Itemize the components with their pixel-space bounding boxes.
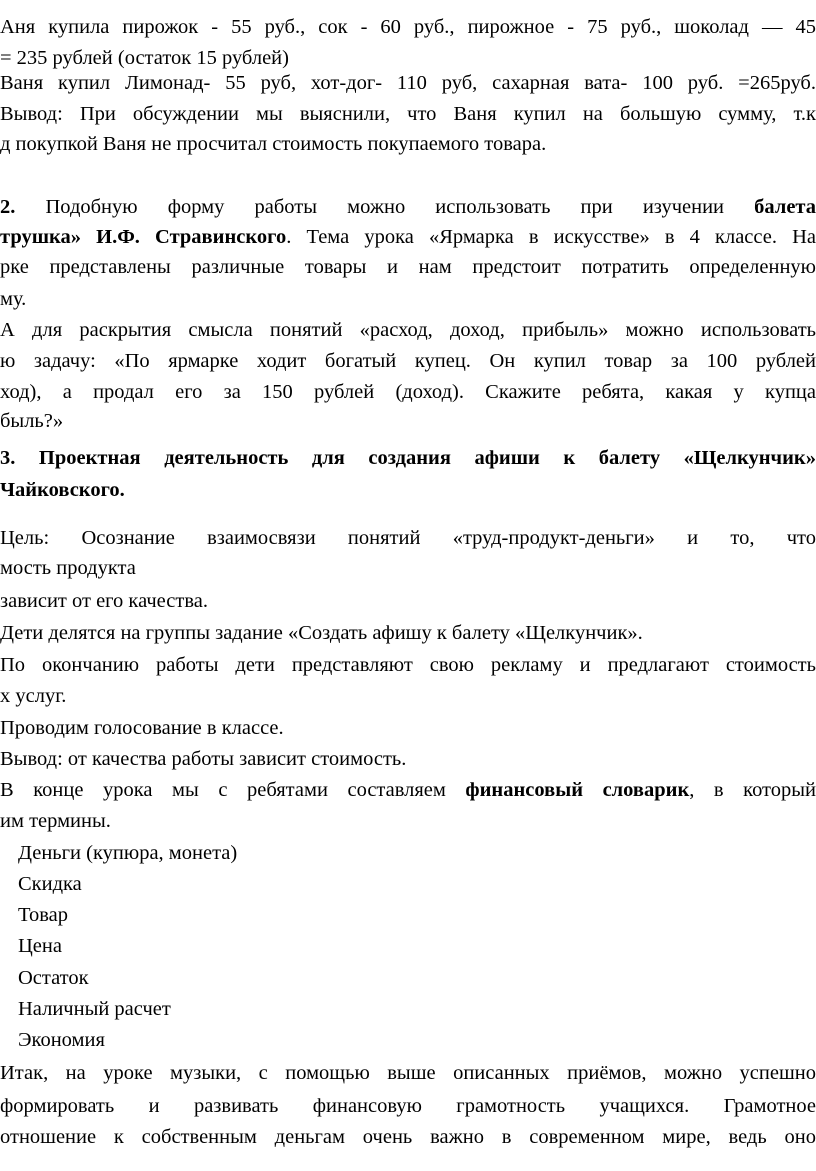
text-line: формировать и развивать финансовую грамотность учащихся. Грамотное: [0, 1095, 816, 1117]
section-number: 2.: [0, 196, 16, 218]
text-line: Проводим голосование в классе.: [0, 717, 284, 739]
heading-text: 3. Проектная деятельность для создания афиши к балету «Щелкунчик»: [0, 447, 816, 469]
list-item-label: Цена: [18, 935, 62, 957]
list-item-label: Экономия: [18, 1029, 105, 1051]
list-item: [0, 871, 816, 897]
text-line: [0, 224, 816, 250]
text-line: ход), а продал его за 150 рублей (доход). Скажите ребята, какая у купца: [0, 381, 816, 403]
list-item: [0, 840, 816, 866]
text-span: . Тема урока «Ярмарка в искусстве» в 4 классе. На: [286, 226, 816, 248]
text-line: зависит от его качества.: [0, 590, 208, 612]
text-line: [0, 777, 816, 803]
text-line: рке представлены различные товары и нам предстоит потратить определенную: [0, 256, 816, 278]
text-span: В конце урока мы с ребятами составляем: [0, 779, 466, 801]
list-item-label: Деньги (купюра, монета): [18, 842, 238, 864]
list-item-label: Наличный расчет: [18, 998, 171, 1020]
text-line: ю задачу: «По ярмарке ходит богатый купец. Он купил товар за 100 рублей: [0, 350, 816, 372]
text-span: Подобную форму работы можно использовать при изучении: [15, 196, 755, 218]
bold-term: трушка» И.Ф. Стравинского: [0, 226, 287, 248]
text-line: х услуг.: [0, 685, 67, 707]
text-span: , в который: [689, 779, 816, 801]
text-line: Цель: Осознание взаимосвязи понятий «труд-продукт-деньги» и то, что: [0, 527, 816, 549]
text-line: Ваня купил Лимонад- 55 руб, хот-дог- 110 руб, сахарная вата- 100 руб. =265руб.: [0, 72, 816, 94]
list-item: [0, 902, 816, 928]
text-line: отношение к собственным деньгам очень важно в современном мире, ведь оно: [0, 1126, 816, 1148]
bold-term: финансовый словарик: [465, 779, 690, 801]
text-line: [0, 194, 816, 220]
text-line: му.: [0, 288, 27, 310]
list-item: [0, 965, 816, 991]
list-item-label: Товар: [18, 904, 68, 926]
text-line: = 235 рублей (остаток 15 рублей): [0, 47, 289, 69]
bold-term: балета: [754, 196, 816, 218]
text-line: быль?»: [0, 410, 64, 432]
list-item: [0, 1027, 816, 1053]
heading-text: Чайковского.: [0, 479, 125, 501]
text-line: Вывод: от качества работы зависит стоимость.: [0, 748, 407, 770]
text-line: По окончанию работы дети представляют свою рекламу и предлагают стоимость: [0, 654, 816, 676]
list-item: [0, 996, 816, 1022]
text-line: Вывод: При обсуждении мы выяснили, что Ваня купил на большую сумму, т.к: [0, 103, 816, 125]
text-line: Дети делятся на группы задание «Создать афишу к балету «Щелкунчик».: [0, 622, 643, 644]
text-line: д покупкой Ваня не просчитал стоимость покупаемого товара.: [0, 133, 547, 155]
list-item-label: Остаток: [18, 967, 89, 989]
text-line: А для раскрытия смысла понятий «расход, доход, прибыль» можно использовать: [0, 319, 816, 341]
list-item-label: Скидка: [18, 873, 82, 895]
text-line: мость продукта: [0, 557, 136, 579]
section-heading: [0, 477, 816, 503]
text-line: им термины.: [0, 810, 111, 832]
list-item: [0, 933, 816, 959]
text-line: Итак, на уроке музыки, с помощью выше описанных приёмов, можно успешно: [0, 1062, 816, 1084]
text-line: Аня купила пирожок - 55 руб., сок - 60 руб., пирожное - 75 руб., шоколад — 45: [0, 16, 816, 38]
section-heading: [0, 445, 816, 471]
